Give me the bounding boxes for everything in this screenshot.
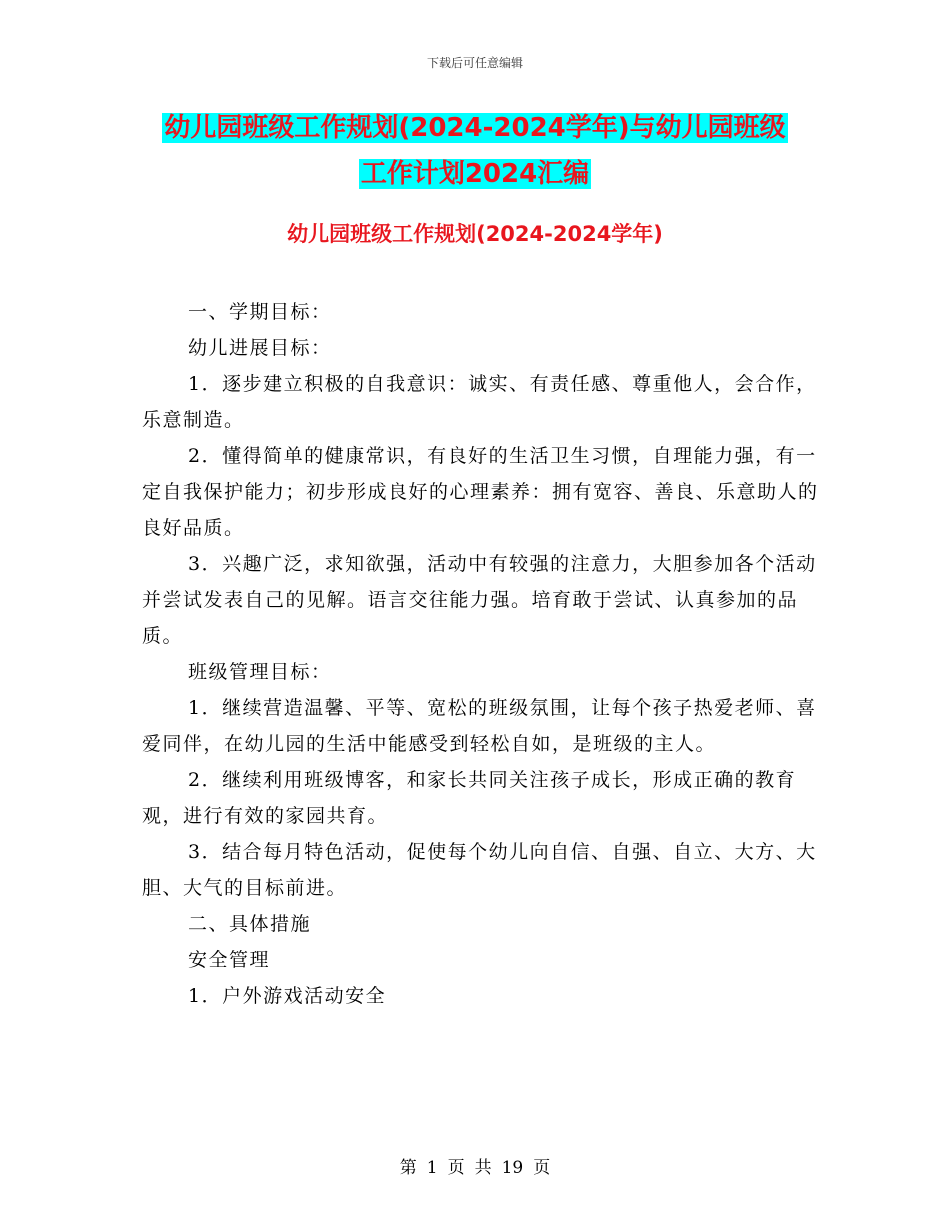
footer-prefix: 第 [399, 1158, 417, 1178]
paragraph-specific-measures: 二、具体措施 [188, 913, 312, 935]
paragraph-semester-goals: 一、学期目标： [188, 301, 332, 323]
document-title-line-1 [0, 110, 950, 146]
document-title-text-2: 工作计划2024汇编 [360, 159, 590, 189]
paragraph-management-3: 3．结合每月特色活动，促使每个幼儿向自信、自强、自立、大方、大胆、大气的目标前进。 [142, 841, 817, 899]
paragraph-management-2: 2．继续利用班级博客，和家长共同关注孩子成长，形成正确的教育观，进行有效的家园共育。 [142, 769, 797, 827]
document-title-text-1: 幼儿园班级工作规划(2024-2024学年)与幼儿园班级 [164, 113, 786, 143]
footer-total-label: 共 [474, 1158, 492, 1178]
paragraph-safety-management: 安全管理 [188, 949, 271, 971]
paragraph-class-management-goals: 班级管理目标： [188, 661, 332, 683]
document-title-line-2 [0, 156, 950, 192]
paragraph-goal-1: 1．逐步建立积极的自我意识：诚实、有责任感、尊重他人，会合作，乐意制造。 [142, 373, 817, 431]
section-title: 幼儿园班级工作规划(2024-2024学年) [287, 222, 663, 246]
page-footer [0, 1153, 950, 1178]
footer-total-pages: 19 [501, 1158, 524, 1178]
paragraph-child-development-goals: 幼儿进展目标： [188, 337, 332, 359]
document-body [142, 294, 832, 1014]
paragraph-goal-2: 2．懂得简单的健康常识，有良好的生活卫生习惯，自理能力强，有一定自我保护能力；初步形成良好的心理素养：拥有宽容、善良、乐意助人的良好品质。 [142, 445, 819, 539]
paragraph-outdoor-safety: 1．户外游戏活动安全 [188, 985, 387, 1007]
footer-page-number: 1 [426, 1158, 438, 1178]
header-note: 下载后可任意编辑 [426, 56, 523, 70]
paragraph-goal-3: 3．兴趣广泛，求知欲强，活动中有较强的注意力，大胆参加各个活动并尝试发表自己的见解。语言交往能力强。培育敢于尝试、认真参加的品质。 [142, 553, 817, 647]
paragraph-management-1: 1．继续营造温馨、平等、宽松的班级氛围，让每个孩子热爱老师、喜爱同伴，在幼儿园的生活中能感受到轻松自如，是班级的主人。 [142, 697, 817, 755]
footer-suffix: 页 [533, 1158, 551, 1178]
footer-page-label: 页 [447, 1158, 465, 1178]
